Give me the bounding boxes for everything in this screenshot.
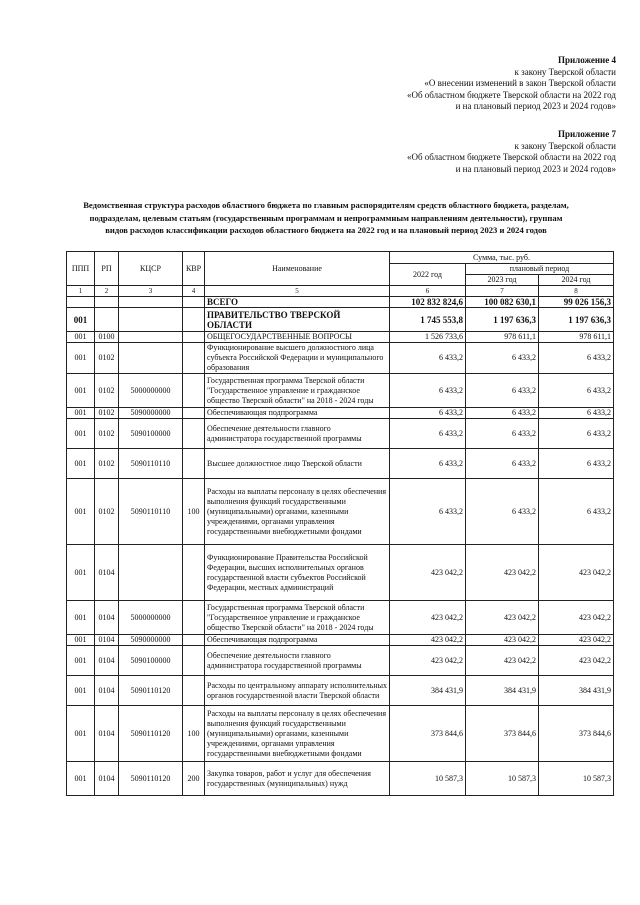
cell-rp: 0104 xyxy=(95,635,119,646)
cell-2022: 1 526 733,6 xyxy=(390,332,466,343)
cell-2022: 423 042,2 xyxy=(390,635,466,646)
cell-kcsr xyxy=(119,545,183,601)
cell-2023: 6 433,2 xyxy=(466,343,539,374)
appendix-4-title: Приложение 4 xyxy=(557,55,616,65)
cell-kcsr: 5090110120 xyxy=(119,762,183,796)
cell-name: ОБЩЕГОСУДАРСТВЕННЫЕ ВОПРОСЫ xyxy=(205,332,390,343)
header-name: Наименование xyxy=(205,252,390,286)
cell-ppp: 001 xyxy=(67,545,95,601)
header-plan: плановый период xyxy=(466,264,614,275)
cell-kcsr: 5000000000 xyxy=(119,374,183,408)
table-row xyxy=(67,308,614,332)
cell-name: Закупка товаров, работ и услуг для обеспечения государственных (муниципальных) нужд xyxy=(205,762,390,796)
cell-name: Расходы на выплаты персоналу в целях обеспечения выполнения функций государственными (муниципальными) органами, казенными учреждениями, органами управления государственными внебюджетными фондами xyxy=(205,706,390,762)
cell-ppp: 001 xyxy=(67,343,95,374)
cell-2023: 1 197 636,3 xyxy=(466,308,539,332)
cell-ppp: 001 xyxy=(67,601,95,635)
table-row xyxy=(67,601,614,635)
column-number: 2 xyxy=(95,286,119,297)
appendix-4-line: к закону Тверской области xyxy=(514,66,616,77)
appendix-7-line: к закону Тверской области xyxy=(514,140,616,151)
header-ppp: ППП xyxy=(67,252,95,286)
cell-kvr: 100 xyxy=(183,706,205,762)
cell-kcsr xyxy=(119,332,183,343)
cell-2022: 102 832 824,6 xyxy=(390,297,466,308)
cell-2024: 6 433,2 xyxy=(539,479,614,545)
cell-name: Расходы по центральному аппарату исполнительных органов государственной власти Тверской области xyxy=(205,676,390,706)
header-2024: 2024 год xyxy=(539,275,614,286)
column-number: 1 xyxy=(67,286,95,297)
column-number: 3 xyxy=(119,286,183,297)
cell-ppp: 001 xyxy=(67,332,95,343)
cell-2022: 423 042,2 xyxy=(390,601,466,635)
cell-rp xyxy=(95,297,119,308)
cell-2023: 100 082 630,1 xyxy=(466,297,539,308)
table-row xyxy=(67,646,614,676)
column-number: 7 xyxy=(466,286,539,297)
cell-2024: 6 433,2 xyxy=(539,419,614,449)
cell-2023: 6 433,2 xyxy=(466,419,539,449)
cell-kcsr: 5090000000 xyxy=(119,408,183,419)
cell-2023: 423 042,2 xyxy=(466,601,539,635)
cell-rp: 0102 xyxy=(95,479,119,545)
cell-2024: 6 433,2 xyxy=(539,343,614,374)
cell-ppp: 001 xyxy=(67,646,95,676)
appendix-7-line: и на плановый период 2023 и 2024 годов» xyxy=(455,163,616,174)
table-row xyxy=(67,408,614,419)
appendix-4-line: «Об областном бюджете Тверской области на 2022 год xyxy=(406,89,616,100)
cell-kvr xyxy=(183,343,205,374)
cell-kcsr: 5090110110 xyxy=(119,449,183,479)
cell-name: Функционирование высшего должностного лица субъекта Российской Федерации и муниципального образования xyxy=(205,343,390,374)
cell-2024: 6 433,2 xyxy=(539,408,614,419)
cell-ppp: 001 xyxy=(67,419,95,449)
table-row xyxy=(67,374,614,408)
cell-name: Обеспечивающая подпрограмма xyxy=(205,635,390,646)
table-row xyxy=(67,332,614,343)
cell-2022: 6 433,2 xyxy=(390,419,466,449)
cell-2024: 423 042,2 xyxy=(539,601,614,635)
cell-name: Обеспечивающая подпрограмма xyxy=(205,408,390,419)
cell-ppp: 001 xyxy=(67,635,95,646)
cell-rp: 0104 xyxy=(95,545,119,601)
cell-ppp: 001 xyxy=(67,374,95,408)
cell-2024: 1 197 636,3 xyxy=(539,308,614,332)
header-2023: 2023 год xyxy=(466,275,539,286)
cell-rp: 0102 xyxy=(95,343,119,374)
header-2022: 2022 год xyxy=(390,264,466,286)
cell-name: Функционирование Правительства Российской Федерации, высших исполнительных органов государственной власти субъектов Российской Федерации, местных администраций xyxy=(205,545,390,601)
header-kvr: КВР xyxy=(183,252,205,286)
cell-kvr xyxy=(183,408,205,419)
cell-2024: 423 042,2 xyxy=(539,635,614,646)
cell-kvr xyxy=(183,646,205,676)
cell-rp: 0104 xyxy=(95,646,119,676)
cell-2023: 373 844,6 xyxy=(466,706,539,762)
cell-2022: 10 587,3 xyxy=(390,762,466,796)
cell-kcsr: 5090110110 xyxy=(119,479,183,545)
cell-2022: 423 042,2 xyxy=(390,646,466,676)
cell-kcsr: 5090100000 xyxy=(119,646,183,676)
cell-2022: 6 433,2 xyxy=(390,479,466,545)
cell-kcsr: 5090000000 xyxy=(119,635,183,646)
cell-kvr xyxy=(183,449,205,479)
table-row xyxy=(67,419,614,449)
cell-2024: 978 611,1 xyxy=(539,332,614,343)
cell-2024: 423 042,2 xyxy=(539,646,614,676)
table-row xyxy=(67,449,614,479)
cell-2023: 6 433,2 xyxy=(466,479,539,545)
appendix-7-line: «Об областном бюджете Тверской области на 2022 год xyxy=(406,152,616,162)
cell-ppp: 001 xyxy=(67,408,95,419)
appendix-4-line: «О внесении изменений в закон Тверской области xyxy=(424,78,616,88)
cell-2023: 10 587,3 xyxy=(466,762,539,796)
cell-kvr xyxy=(183,297,205,308)
cell-2023: 423 042,2 xyxy=(466,646,539,676)
cell-2023: 6 433,2 xyxy=(466,449,539,479)
cell-2023: 423 042,2 xyxy=(466,635,539,646)
cell-name: Обеспечение деятельности главного администратора государственной программы xyxy=(205,419,390,449)
cell-kcsr: 5090100000 xyxy=(119,419,183,449)
cell-2022: 6 433,2 xyxy=(390,374,466,408)
cell-2022: 373 844,6 xyxy=(390,706,466,762)
cell-kvr: 200 xyxy=(183,762,205,796)
cell-ppp: 001 xyxy=(67,762,95,796)
cell-2023: 978 611,1 xyxy=(466,332,539,343)
document-title xyxy=(40,199,612,237)
table-row xyxy=(67,545,614,601)
cell-2022: 6 433,2 xyxy=(390,343,466,374)
appendix-7-title: Приложение 7 xyxy=(557,129,616,139)
cell-kcsr xyxy=(119,308,183,332)
header-sum: Сумма, тыс. руб. xyxy=(390,252,614,264)
cell-2022: 1 745 553,8 xyxy=(390,308,466,332)
cell-name: Государственная программа Тверской области "Государственное управление и гражданское общество Тверской области" на 2018 - 2024 годы xyxy=(205,601,390,635)
cell-rp: 0104 xyxy=(95,762,119,796)
document-title-line: Ведомственная структура расходов областного бюджета по главным распорядителям средств областного бюджета, разделам, xyxy=(83,200,569,210)
column-number: 8 xyxy=(539,286,614,297)
cell-2024: 384 431,9 xyxy=(539,676,614,706)
cell-kcsr xyxy=(119,297,183,308)
cell-2022: 6 433,2 xyxy=(390,408,466,419)
cell-rp xyxy=(95,308,119,332)
cell-2024: 373 844,6 xyxy=(539,706,614,762)
budget-table xyxy=(66,251,614,796)
cell-2024: 6 433,2 xyxy=(539,374,614,408)
cell-kvr xyxy=(183,676,205,706)
cell-2023: 423 042,2 xyxy=(466,545,539,601)
cell-kcsr: 5090110120 xyxy=(119,706,183,762)
appendix-7-header xyxy=(407,129,616,175)
cell-rp: 0104 xyxy=(95,706,119,762)
cell-2024: 99 026 156,3 xyxy=(539,297,614,308)
cell-rp: 0100 xyxy=(95,332,119,343)
cell-ppp: 001 xyxy=(67,676,95,706)
cell-kvr xyxy=(183,601,205,635)
header-kcsr: КЦСР xyxy=(119,252,183,286)
cell-ppp: 001 xyxy=(67,308,95,332)
cell-rp: 0102 xyxy=(95,374,119,408)
cell-rp: 0104 xyxy=(95,601,119,635)
cell-kvr: 100 xyxy=(183,479,205,545)
cell-rp: 0102 xyxy=(95,449,119,479)
cell-2024: 6 433,2 xyxy=(539,449,614,479)
cell-2024: 10 587,3 xyxy=(539,762,614,796)
appendix-4-header xyxy=(407,55,616,113)
cell-kvr xyxy=(183,419,205,449)
header-rp: РП xyxy=(95,252,119,286)
column-number: 6 xyxy=(390,286,466,297)
cell-name: ВСЕГО xyxy=(205,297,390,308)
cell-kvr xyxy=(183,635,205,646)
cell-2023: 384 431,9 xyxy=(466,676,539,706)
table-row xyxy=(67,343,614,374)
cell-name: Обеспечение деятельности главного администратора государственной программы xyxy=(205,646,390,676)
table-row xyxy=(67,635,614,646)
table-row xyxy=(67,706,614,762)
cell-kcsr xyxy=(119,343,183,374)
appendix-4-line: и на плановый период 2023 и 2024 годов» xyxy=(455,101,616,111)
table-row xyxy=(67,479,614,545)
document-title-line: подразделам, целевым статьям (государственным программам и непрограммным направлениям деятельности), группам xyxy=(89,212,563,223)
cell-name: Расходы на выплаты персоналу в целях обеспечения выполнения функций государственными (муниципальными) органами, казенными учреждениями, органами управления государственными внебюджетными фондами xyxy=(205,479,390,545)
cell-kvr xyxy=(183,332,205,343)
column-number: 4 xyxy=(183,286,205,297)
cell-kcsr: 5000000000 xyxy=(119,601,183,635)
document-title-line: видов расходов классификации расходов областного бюджета на 2022 год и на плановый период 2023 и 2024 годов xyxy=(105,225,547,235)
cell-2022: 384 431,9 xyxy=(390,676,466,706)
cell-2022: 6 433,2 xyxy=(390,449,466,479)
cell-rp: 0102 xyxy=(95,419,119,449)
cell-name: Государственная программа Тверской области "Государственное управление и гражданское общество Тверской области" на 2018 - 2024 годы xyxy=(205,374,390,408)
cell-rp: 0102 xyxy=(95,408,119,419)
table-row xyxy=(67,297,614,308)
cell-ppp: 001 xyxy=(67,706,95,762)
column-number-row xyxy=(67,286,614,297)
cell-ppp: 001 xyxy=(67,479,95,545)
table-row xyxy=(67,762,614,796)
cell-name: Высшее должностное лицо Тверской области xyxy=(205,449,390,479)
cell-2022: 423 042,2 xyxy=(390,545,466,601)
cell-2024: 423 042,2 xyxy=(539,545,614,601)
column-number: 5 xyxy=(205,286,390,297)
cell-kvr xyxy=(183,374,205,408)
cell-kvr xyxy=(183,308,205,332)
cell-kcsr: 5090110120 xyxy=(119,676,183,706)
cell-kvr xyxy=(183,545,205,601)
cell-2023: 6 433,2 xyxy=(466,374,539,408)
cell-name: ПРАВИТЕЛЬСТВО ТВЕРСКОЙ ОБЛАСТИ xyxy=(205,308,390,332)
cell-rp: 0104 xyxy=(95,676,119,706)
cell-ppp xyxy=(67,297,95,308)
table-row xyxy=(67,676,614,706)
cell-ppp: 001 xyxy=(67,449,95,479)
cell-2023: 6 433,2 xyxy=(466,408,539,419)
